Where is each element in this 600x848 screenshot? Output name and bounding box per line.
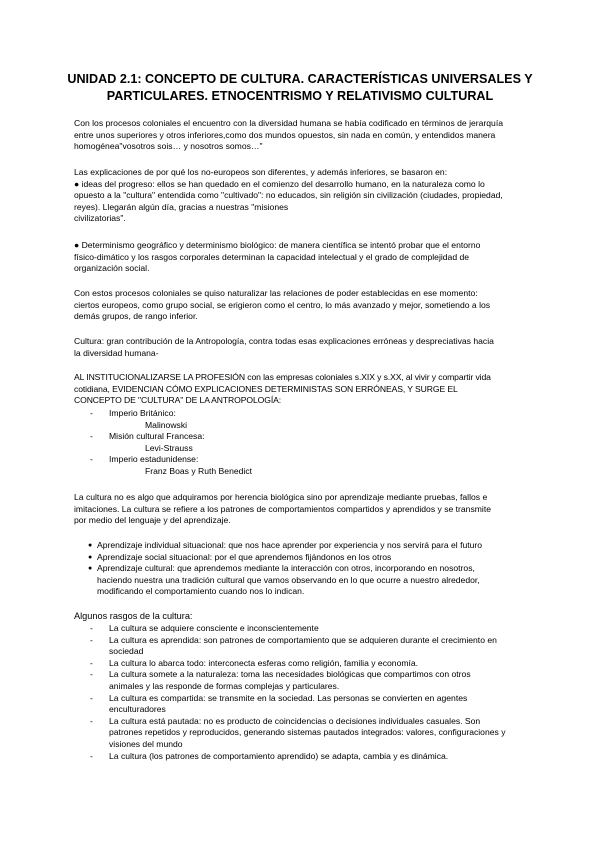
list-item: [74, 540, 532, 552]
list-item: [74, 693, 532, 716]
institucionalizarse-paragraph: [74, 372, 532, 407]
list-item-author: [74, 443, 532, 455]
intro-paragraph: [74, 118, 532, 153]
rasgos-list: [74, 623, 532, 762]
text-line: animales y las responde de formas complejas y particulares.: [109, 680, 340, 691]
list-item: [74, 563, 532, 598]
list-item: [74, 431, 532, 443]
list-item-author: [74, 466, 532, 478]
text-line: Aprendizaje cultural: que aprendemos mediante la interacción con otros, incorporando en nosotros,: [97, 563, 475, 574]
empires-list: [74, 408, 532, 478]
title-line: UNIDAD 2.1: CONCEPTO DE CULTURA. CARACTERÍSTICAS UNIVERSALES Y: [67, 72, 533, 86]
determinismo-paragraph: [74, 240, 532, 275]
text-line: visiones del mundo: [109, 738, 183, 749]
text-line: demás grupos, de rango inferior.: [74, 311, 198, 322]
list-item: [74, 751, 532, 763]
aprendizaje-list: [74, 540, 532, 598]
text-line: ● ideas del progreso: ellos se han quedado en el comienzo del desarrollo humano, en la naturaleza como lo: [74, 178, 485, 189]
empire-author: Franz Boas y Ruth Benedict: [145, 465, 252, 476]
text-line: físico-dimático y los rasgos corporales determinan la capacidad intelectual y el grado de complejidad de: [74, 251, 470, 262]
text-line: La cultura no es algo que adquiramos por herencia biológica sino por aprendizaje mediante pruebas, fallos e: [74, 492, 488, 502]
list-item: [74, 635, 532, 658]
empire-author: Malinowski: [145, 419, 188, 430]
bullet-marker: ●: [88, 542, 93, 549]
text-line: por medio del lenguaje y del aprendizaje.: [74, 515, 231, 526]
rasgos-heading: [74, 611, 532, 623]
cultura-no-paragraph: [74, 492, 532, 527]
text-line: opuesto a la "cultura" entendida como "cultivado": no educados, sin religión sin civilización (ciudades, propiedad,: [74, 190, 503, 201]
text-line: La cultura se adquiere consciente e inconscientemente: [109, 623, 319, 633]
bullet-marker: ●: [88, 565, 93, 573]
text-line: cotidiana, EVIDENCIAN CÓMO EXPLICACIONES DETERMINISTAS SON ERRÓNEAS, Y SURGE EL: [74, 383, 458, 394]
cultura-definition: [74, 336, 532, 359]
list-item: [74, 658, 532, 670]
dash-marker: -: [90, 431, 93, 442]
text-line: la diversidad humana-: [74, 347, 159, 358]
empire-name: Imperio Británico:: [109, 408, 176, 418]
text-line: entre unos superiores y otros inferiores,como dos mundos opuestos, sin nada en común, y entendidos manera: [74, 129, 496, 140]
text-line: civilizatorias".: [74, 213, 126, 224]
text-line: Las explicaciones de por qué los no-europeos son diferentes, y además inferiores, se basaron en:: [74, 167, 448, 177]
empire-name: Imperio estadunidense:: [109, 454, 199, 465]
dash-marker: -: [90, 669, 93, 680]
text-line: Aprendizaje social situacional: por el que aprendemos fijándonos en los otros: [97, 551, 392, 562]
text-line: CONCEPTO DE "CULTURA" DE LA ANTROPOLOGÍA:: [74, 395, 282, 406]
dash-marker: -: [90, 715, 93, 726]
text-line: La cultura es aprendida: son patrones de comportamiento que se adquieren durante el crecimiento en: [109, 634, 497, 645]
text-line: reyes). Llegarán algún día, gracias a nuestras "misiones: [74, 201, 289, 212]
text-line: Algunos rasgos de la cultura:: [74, 611, 193, 621]
dash-marker: -: [90, 454, 93, 465]
list-item: [74, 454, 532, 466]
procesos-paragraph: [74, 288, 532, 323]
explicaciones-paragraph: [74, 167, 532, 225]
text-line: patrones repetidos y reproducidos, generando sistemas pautados integrados: valores, configuraciones y: [109, 727, 506, 738]
text-line: organización social.: [74, 263, 150, 274]
list-item: [74, 408, 532, 420]
dash-marker: -: [90, 750, 93, 761]
dash-marker: -: [90, 623, 93, 633]
page-title: [60, 71, 540, 105]
text-line: AL INSTITUCIONALIZARSE LA PROFESIÓN con las empresas coloniales s.XIX y s.XX, al vivir y compartir vida: [74, 372, 491, 382]
text-line: Cultura: gran contribución de la Antropología, contra todas esas explicaciones erróneas y despreciativas hacia: [74, 336, 494, 346]
list-item: [74, 623, 532, 635]
list-item: [74, 716, 532, 751]
title-line: PARTICULARES. ETNOCENTRISMO Y RELATIVISMO CULTURAL: [106, 89, 494, 103]
dash-marker: -: [90, 634, 93, 645]
text-line: La cultura (los patrones de comportamiento aprendido) se adapta, cambia y es dinámica.: [109, 750, 449, 761]
text-line: haciendo nuestra una tradición cultural que vamos observando en lo que ocurre a nuestro alrededor,: [97, 574, 480, 585]
text-line: imitaciones. La cultura se refiere a los patrones de comportamientos compartidos y aprendidos y se transmite: [74, 503, 491, 514]
dash-marker: -: [90, 692, 93, 703]
text-line: Con los procesos coloniales el encuentro con la diversidad humana se había codificado en términos de jerarquía: [74, 118, 503, 128]
text-line: ● Determinismo geográfico y determinismo biológico: de manera científica se intentó probar que el entorno: [74, 240, 481, 250]
text-line: La cultura somete a la naturaleza: toma las necesidades biológicas que compartimos con otros: [109, 669, 471, 680]
text-line: La cultura es compartida: se transmite en la sociedad. Las personas se convierten en agentes: [109, 692, 468, 703]
empire-author: Levi-Strauss: [145, 442, 193, 453]
list-item-author: [74, 420, 532, 432]
text-line: La cultura lo abarca todo: interconecta esferas como religión, familia y economía.: [109, 657, 419, 668]
text-line: Aprendizaje individual situacional: que nos hace aprender por experiencia y nos servirá para el futuro: [97, 540, 483, 550]
bullet-marker: ●: [88, 553, 93, 561]
text-line: Con estos procesos coloniales se quiso naturalizar las relaciones de poder establecidas en ese momento:: [74, 288, 478, 298]
text-line: modificando el comportamiento cuando nos lo indican.: [97, 586, 305, 597]
list-item: [74, 669, 532, 692]
text-line: homogénea"vosotros sois… y nosotros somos…": [74, 141, 263, 152]
dash-marker: -: [90, 408, 93, 418]
text-line: enculturadores: [109, 704, 166, 715]
list-item: [74, 552, 532, 564]
text-line: sociedad: [109, 646, 144, 657]
text-line: La cultura está pautada: no es producto de coincidencias o decisiones individuales casuales. Son: [109, 715, 481, 726]
dash-marker: -: [90, 657, 93, 668]
empire-name: Misión cultural Francesa:: [109, 431, 205, 442]
text-line: ciertos europeos, como grupo social, se erigieron como el centro, lo más avanzado y mejor, sometiendo a los: [74, 299, 491, 310]
